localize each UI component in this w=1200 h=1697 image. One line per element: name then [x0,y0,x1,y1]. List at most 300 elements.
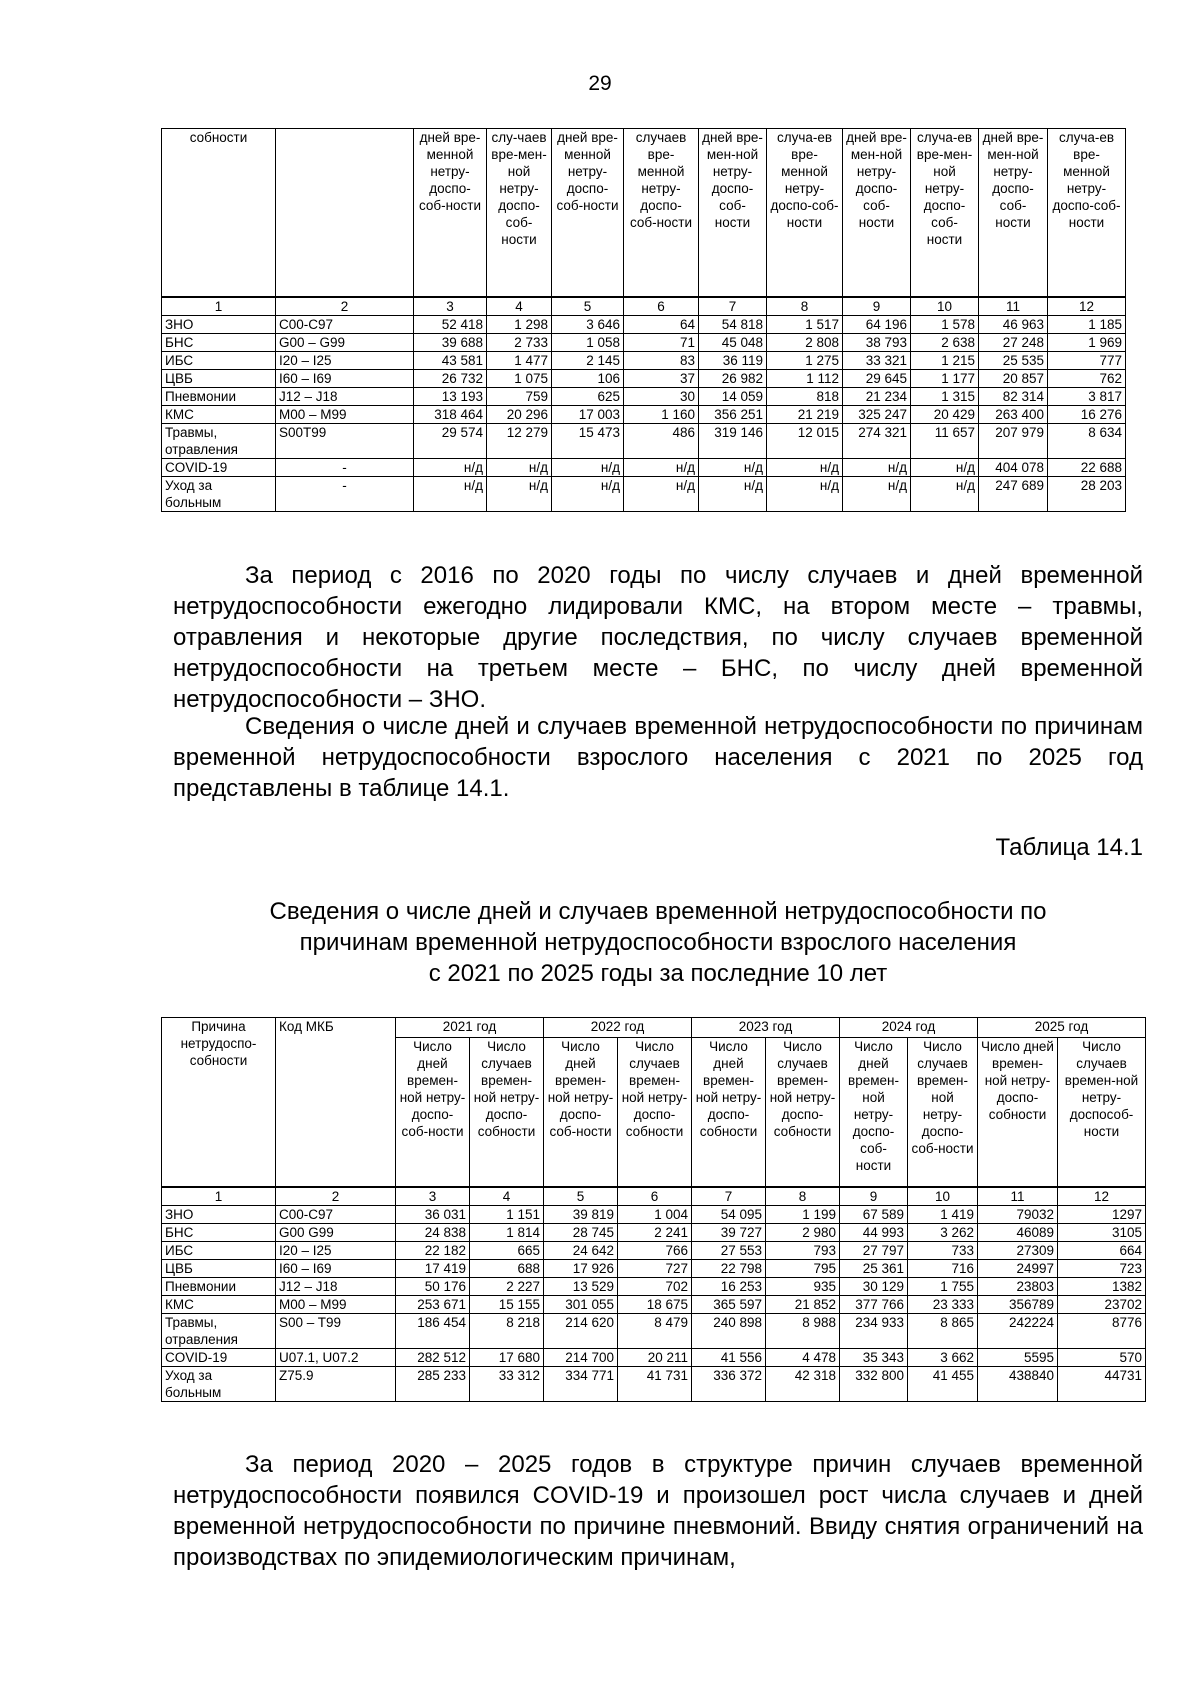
table-row [162,458,1126,476]
row-value: 17 680 [470,1349,544,1367]
row-value: 22 798 [692,1260,766,1278]
col-number: 2 [276,297,414,316]
row-value: 64 196 [843,315,911,333]
row-value: 1 275 [767,351,843,369]
row-value: 41 731 [618,1367,692,1402]
row-value: 22 688 [1048,458,1126,476]
row-value: 665 [470,1242,544,1260]
table-row [162,423,1126,458]
row-value: 21 852 [766,1296,840,1314]
row-value: 15 155 [470,1296,544,1314]
row-value: 8776 [1058,1314,1146,1349]
row-value: 1 058 [552,333,624,351]
row-value: 1 151 [470,1206,544,1224]
col-number: 8 [766,1187,840,1206]
paragraph-2: Сведения о числе дней и случаев временной нетрудоспособности по причинам временной нетрудоспособности взрослого населения с 2021 по 2025 год представлены в таблице 14.1. [173,713,1143,802]
row-cause: ИБС [162,351,276,369]
row-value: 570 [1058,1349,1146,1367]
row-value: 24997 [978,1260,1058,1278]
row-code: J12 – J18 [276,387,414,405]
row-value: 12 279 [487,423,552,458]
row-value: 30 129 [840,1278,908,1296]
col-number: 1 [162,297,276,316]
row-value: 2 638 [911,333,979,351]
row-value: 44 993 [840,1224,908,1242]
code-header: Код МКБ [276,1018,396,1188]
row-value: н/д [487,476,552,511]
row-value: 186 454 [396,1314,470,1349]
row-value: 17 003 [552,405,624,423]
row-value: 2 808 [767,333,843,351]
row-value: 12 015 [767,423,843,458]
col-number: 10 [911,297,979,316]
row-value: 21 219 [767,405,843,423]
table-row [162,387,1126,405]
row-code: - [276,458,414,476]
table1-header-cell: дней вре-мен-ной нетру-доспо-соб-ности [979,129,1048,297]
row-value: 274 321 [843,423,911,458]
row-cause: ЗНО [162,315,276,333]
row-value: 3105 [1058,1224,1146,1242]
table1-header-cell [276,129,414,297]
row-code: M00 – M99 [276,1296,396,1314]
row-value: н/д [487,458,552,476]
row-value: 1 315 [911,387,979,405]
row-cause: ЗНО [162,1206,276,1224]
row-value: 24 838 [396,1224,470,1242]
row-value: 3 817 [1048,387,1126,405]
row-value: 1 177 [911,369,979,387]
row-value: 818 [767,387,843,405]
row-value: 52 418 [414,315,487,333]
table1-header-cell: случа-ев вре-мен-ной нетру-доспо-соб-ности [911,129,979,297]
row-value: 25 361 [840,1260,908,1278]
table1-body [162,315,1126,511]
row-value: 1 215 [911,351,979,369]
row-value: 36 119 [699,351,767,369]
row-value: 27309 [978,1242,1058,1260]
row-value: 8 634 [1048,423,1126,458]
row-value: 1297 [1058,1206,1146,1224]
row-value: 1 298 [487,315,552,333]
row-cause: Пневмонии [162,1278,276,1296]
col-number: 1 [162,1187,276,1206]
row-cause: БНС [162,333,276,351]
col-number: 6 [624,297,699,316]
row-value: 1 419 [908,1206,978,1224]
row-value: 20 857 [979,369,1048,387]
row-value: 54 818 [699,315,767,333]
col-number: 2 [276,1187,396,1206]
row-code: I60 – I69 [276,369,414,387]
table1-header-cell: дней вре-мен-ной нетру-доспо-соб-ности [699,129,767,297]
table2-column-numbers [162,1187,1146,1206]
col-number: 11 [979,297,1048,316]
table2-year-row [162,1018,1146,1038]
row-value: 24 642 [544,1242,618,1260]
row-value: 5595 [978,1349,1058,1367]
row-value: 42 318 [766,1367,840,1402]
row-value: 207 979 [979,423,1048,458]
row-value: 36 031 [396,1206,470,1224]
row-value: 214 700 [544,1349,618,1367]
row-cause: КМС [162,405,276,423]
row-code: Z75.9 [276,1367,396,1402]
row-value: 1 578 [911,315,979,333]
row-value: 762 [1048,369,1126,387]
row-value: 766 [618,1242,692,1260]
paragraph-1: За период с 2016 по 2020 годы по числу случаев и дней временной нетрудоспособности ежегодно лидировали КМС, на втором месте – травмы, отравления и некоторые другие последствия, по числу случаев временной нетрудоспособности на третьем месте – БНС, по числу дней временной нетрудоспособности – ЗНО. [173,562,1143,713]
row-cause: Уход за больным [162,476,276,511]
col-number: 7 [692,1187,766,1206]
table-row [162,369,1126,387]
row-value: 625 [552,387,624,405]
col-number: 8 [767,297,843,316]
row-value: н/д [414,476,487,511]
row-value: н/д [552,458,624,476]
row-code: I20 – I25 [276,351,414,369]
row-value: 45 048 [699,333,767,351]
row-value: 1 160 [624,405,699,423]
table1-header-cell: случаев вре-менной нетру-доспо-соб-ности [624,129,699,297]
row-value: 1 477 [487,351,552,369]
table-row [162,1224,1146,1242]
table1-column-numbers [162,297,1126,316]
row-value: 377 766 [840,1296,908,1314]
row-value: 71 [624,333,699,351]
col-number: 9 [843,297,911,316]
table-row [162,1260,1146,1278]
row-value: 935 [766,1278,840,1296]
row-value: н/д [414,458,487,476]
row-value: 79032 [978,1206,1058,1224]
row-value: 438840 [978,1367,1058,1402]
row-value: н/д [843,476,911,511]
year-header: 2023 год [692,1018,840,1038]
row-cause: Уход за больным [162,1367,276,1402]
row-value: 50 176 [396,1278,470,1296]
col-number: 4 [487,297,552,316]
table-continuation [161,128,1126,512]
row-value: 8 865 [908,1314,978,1349]
table-row [162,1349,1146,1367]
row-value: 11 657 [911,423,979,458]
row-value: 365 597 [692,1296,766,1314]
row-value: 64 [624,315,699,333]
row-cause: ИБС [162,1242,276,1260]
row-value: 332 800 [840,1367,908,1402]
row-value: 15 473 [552,423,624,458]
row-code: S00T99 [276,423,414,458]
caption-line: с 2021 по 2025 годы за последние 10 лет [428,960,888,987]
row-value: 795 [766,1260,840,1278]
row-value: 82 314 [979,387,1048,405]
row-value: 35 343 [840,1349,908,1367]
row-value: 234 933 [840,1314,908,1349]
subheader-cell: Число случаев времен-ной нетру-доспо-соб-ности [908,1037,978,1187]
row-value: н/д [699,476,767,511]
row-value: 688 [470,1260,544,1278]
table1-header-row [162,129,1126,297]
table1-header-cell: дней вре-мен-ной нетру-доспо-соб-ности [843,129,911,297]
row-value: 23702 [1058,1296,1146,1314]
row-code: G00 – G99 [276,333,414,351]
row-value: 1 814 [470,1224,544,1242]
col-number: 12 [1058,1187,1146,1206]
row-value: 33 312 [470,1367,544,1402]
row-value: 404 078 [979,458,1048,476]
table-row [162,1206,1146,1224]
row-value: 27 553 [692,1242,766,1260]
row-value: 23 333 [908,1296,978,1314]
row-code: I20 – I25 [276,1242,396,1260]
row-code: C00-C97 [276,315,414,333]
row-value: 46089 [978,1224,1058,1242]
row-cause: Пневмонии [162,387,276,405]
row-value: 27 248 [979,333,1048,351]
table-row [162,315,1126,333]
row-value: 240 898 [692,1314,766,1349]
row-value: 285 233 [396,1367,470,1402]
table-row [162,476,1126,511]
table1-header-cell: собности [162,129,276,297]
table1-header-cell: дней вре-менной нетру-доспо-соб-ности [414,129,487,297]
row-code: J12 – J18 [276,1278,396,1296]
row-value: 83 [624,351,699,369]
cause-header: Причина нетрудоспо-собности [162,1018,276,1188]
row-value: 301 055 [544,1296,618,1314]
table-row [162,1278,1146,1296]
subheader-cell: Число дней времен-ной нетру-доспо-собности [692,1037,766,1187]
col-number: 4 [470,1187,544,1206]
row-value: 733 [908,1242,978,1260]
caption-line: Сведения о числе дней и случаев временной нетрудоспособности по [269,898,1047,925]
row-value: 1 199 [766,1206,840,1224]
subheader-cell: Число случаев времен-ной нетру-доспособ-ности [1058,1037,1146,1187]
subheader-cell: Число дней времен-ной нетру-доспо-соб-ности [544,1037,618,1187]
row-cause: ЦВБ [162,369,276,387]
row-value: н/д [624,476,699,511]
table1-header-cell: случа-ев вре-менной нетру-доспо-соб-ности [767,129,843,297]
table-caption [173,896,1143,989]
row-value: 3 646 [552,315,624,333]
row-value: 242224 [978,1314,1058,1349]
row-value: 16 253 [692,1278,766,1296]
row-value: 23803 [978,1278,1058,1296]
row-value: 664 [1058,1242,1146,1260]
col-number: 6 [618,1187,692,1206]
row-value: 26 732 [414,369,487,387]
row-value: 29 645 [843,369,911,387]
row-value: 22 182 [396,1242,470,1260]
row-value: 16 276 [1048,405,1126,423]
table-row [162,351,1126,369]
table-row [162,405,1126,423]
year-header: 2022 год [544,1018,692,1038]
row-value: 214 620 [544,1314,618,1349]
row-value: 716 [908,1260,978,1278]
row-value: 1 075 [487,369,552,387]
row-value: 325 247 [843,405,911,423]
row-value: 2 227 [470,1278,544,1296]
row-value: 21 234 [843,387,911,405]
row-value: 13 529 [544,1278,618,1296]
row-value: 37 [624,369,699,387]
col-number: 5 [552,297,624,316]
paragraph-3: За период 2020 – 2025 годов в структуре причин случаев временной нетрудоспособности появился COVID-19 и произошел рост числа случаев и дней временной нетрудоспособности по причине пневмоний. Ввиду снятия ограничений на производствах по эпидемиологическим причинам, [173,1451,1143,1571]
subheader-cell: Число случаев времен-ной нетру-доспо-собности [618,1037,692,1187]
row-value: 319 146 [699,423,767,458]
row-value: 18 675 [618,1296,692,1314]
row-value: 8 479 [618,1314,692,1349]
subheader-cell: Число случаев времен-ной нетру-доспо-собности [766,1037,840,1187]
row-value: н/д [552,476,624,511]
row-value: 1 969 [1048,333,1126,351]
col-number: 10 [908,1187,978,1206]
row-value: 20 429 [911,405,979,423]
col-number: 3 [414,297,487,316]
row-value: 8 218 [470,1314,544,1349]
row-value: 247 689 [979,476,1048,511]
row-value: н/д [624,458,699,476]
row-value: 14 059 [699,387,767,405]
page-number: 29 [588,72,612,95]
row-value: 3 662 [908,1349,978,1367]
row-value: 263 400 [979,405,1048,423]
row-value: 793 [766,1242,840,1260]
row-value: 39 727 [692,1224,766,1242]
row-value: 20 211 [618,1349,692,1367]
row-cause: БНС [162,1224,276,1242]
row-value: 1 004 [618,1206,692,1224]
row-value: 30 [624,387,699,405]
row-value: 39 688 [414,333,487,351]
row-value: 28 745 [544,1224,618,1242]
table-row [162,1314,1146,1349]
row-value: н/д [911,476,979,511]
col-number: 11 [978,1187,1058,1206]
row-code: M00 – M99 [276,405,414,423]
row-value: 1 185 [1048,315,1126,333]
col-number: 7 [699,297,767,316]
row-value: 20 296 [487,405,552,423]
row-value: 253 671 [396,1296,470,1314]
row-value: 334 771 [544,1367,618,1402]
row-cause: Травмы, отравления [162,423,276,458]
row-cause: КМС [162,1296,276,1314]
row-value: 318 464 [414,405,487,423]
col-number: 9 [840,1187,908,1206]
row-value: 759 [487,387,552,405]
row-value: 28 203 [1048,476,1126,511]
table-row [162,1367,1146,1402]
row-value: 727 [618,1260,692,1278]
table2-body [162,1206,1146,1402]
row-value: 356789 [978,1296,1058,1314]
table-row [162,1242,1146,1260]
row-value: 1 517 [767,315,843,333]
row-value: 26 982 [699,369,767,387]
row-value: 27 797 [840,1242,908,1260]
row-value: 8 988 [766,1314,840,1349]
col-number: 5 [544,1187,618,1206]
year-header: 2025 год [978,1018,1146,1038]
row-value: 2 145 [552,351,624,369]
subheader-cell: Число дней времен-ной нетру-доспо-соб-ности [396,1037,470,1187]
table-row [162,1296,1146,1314]
row-value: 1382 [1058,1278,1146,1296]
col-number: 3 [396,1187,470,1206]
row-code: - [276,476,414,511]
row-code: C00-C97 [276,1206,396,1224]
row-value: н/д [699,458,767,476]
row-value: 1 755 [908,1278,978,1296]
row-value: 282 512 [396,1349,470,1367]
row-code: I60 – I69 [276,1260,396,1278]
row-value: 41 455 [908,1367,978,1402]
row-value: 44731 [1058,1367,1146,1402]
table1-header-cell: дней вре-менной нетру-доспо-соб-ности [552,129,624,297]
row-cause: ЦВБ [162,1260,276,1278]
row-value: 356 251 [699,405,767,423]
row-value: 33 321 [843,351,911,369]
col-number: 12 [1048,297,1126,316]
row-value: 2 733 [487,333,552,351]
year-header: 2024 год [840,1018,978,1038]
row-value: н/д [767,458,843,476]
row-cause: Травмы, отравления [162,1314,276,1349]
row-value: н/д [843,458,911,476]
row-value: 25 535 [979,351,1048,369]
year-header: 2021 год [396,1018,544,1038]
table-label: Таблица 14.1 [995,834,1143,861]
row-value: 777 [1048,351,1126,369]
table-14-1 [161,1017,1146,1402]
row-code: S00 – T99 [276,1314,396,1349]
row-value: 38 793 [843,333,911,351]
row-value: 2 241 [618,1224,692,1242]
row-value: 486 [624,423,699,458]
table1-header-cell: слу-чаев вре-мен-ной нетру-доспо-соб-ности [487,129,552,297]
row-value: 39 819 [544,1206,618,1224]
subheader-cell: Число дней времен-ной нетру-доспо-соб-ности [840,1037,908,1187]
row-value: 43 581 [414,351,487,369]
row-value: 336 372 [692,1367,766,1402]
row-value: 46 963 [979,315,1048,333]
row-value: 17 419 [396,1260,470,1278]
row-value: 41 556 [692,1349,766,1367]
row-value: 106 [552,369,624,387]
row-code: U07.1, U07.2 [276,1349,396,1367]
row-code: G00 G99 [276,1224,396,1242]
row-value: 29 574 [414,423,487,458]
row-value: 2 980 [766,1224,840,1242]
caption-line: причинам временной нетрудоспособности взрослого населения [299,929,1017,956]
table1-header-cell: случа-ев вре-менной нетру-доспо-соб-ности [1048,129,1126,297]
row-value: 702 [618,1278,692,1296]
row-value: н/д [767,476,843,511]
row-value: 723 [1058,1260,1146,1278]
subheader-cell: Число дней времен-ной нетру-доспо-собности [978,1037,1058,1187]
row-value: 4 478 [766,1349,840,1367]
row-cause: COVID-19 [162,1349,276,1367]
subheader-cell: Число случаев времен-ной нетру-доспо-собности [470,1037,544,1187]
row-value: 3 262 [908,1224,978,1242]
row-value: 13 193 [414,387,487,405]
row-value: 67 589 [840,1206,908,1224]
row-value: 54 095 [692,1206,766,1224]
row-value: 17 926 [544,1260,618,1278]
